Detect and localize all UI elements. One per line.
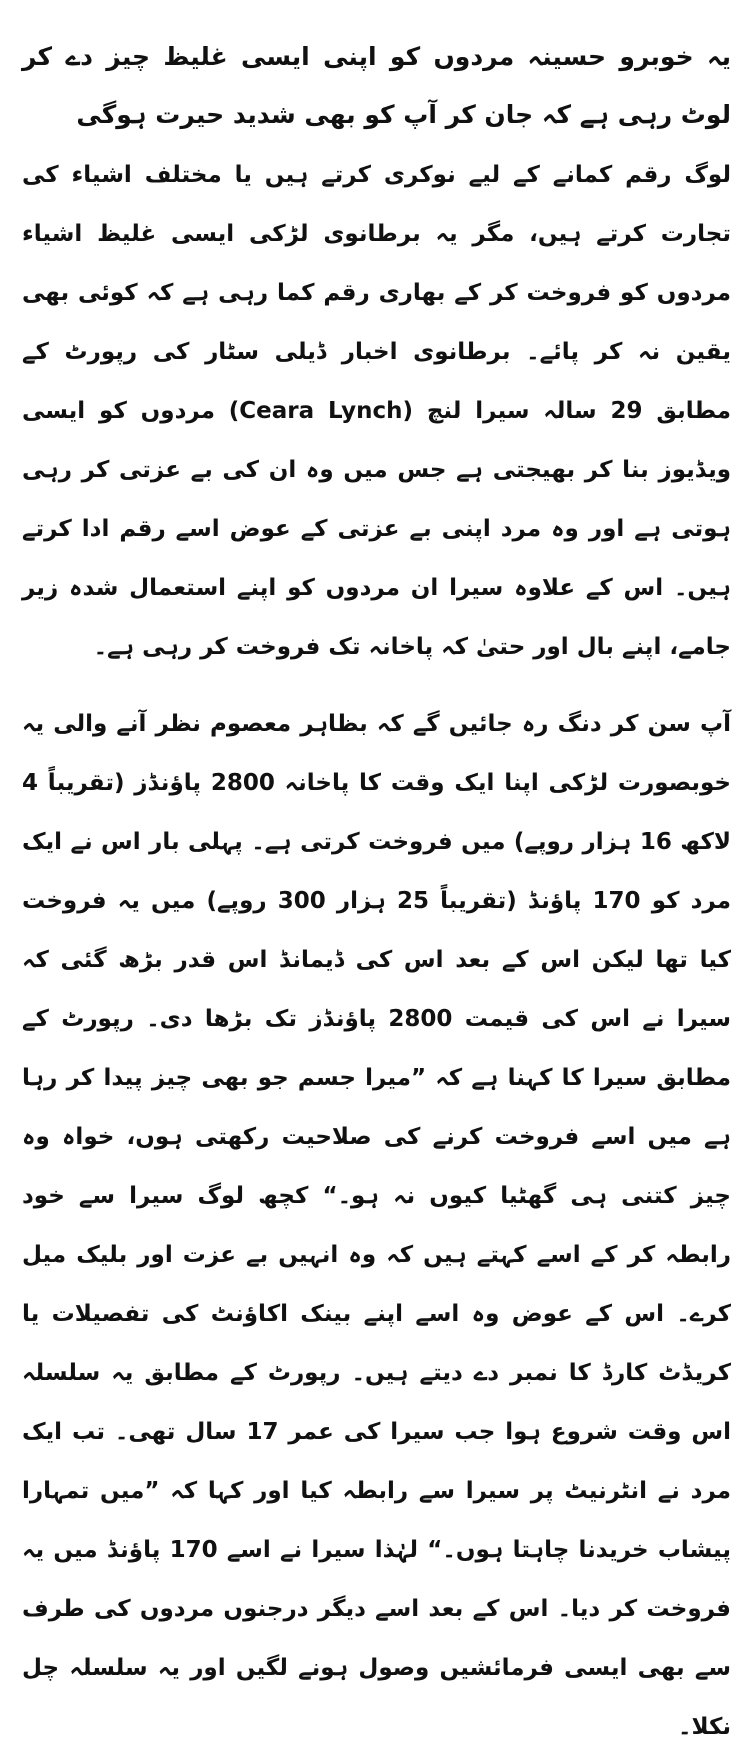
article-paragraph-1: لوگ رقم کمانے کے لیے نوکری کرتے ہیں یا مختلف اشیاء کی تجارت کرتے ہیں، مگر یہ برطانوی لڑکی ایسی غلیظ اشیاء مردوں کو فروخت کر کے بھاری رقم کما رہی ہے کہ کوئی بھی یقین نہ کر پائے۔ برطانوی اخبار ڈیلی سٹار کی رپورٹ کے مطابق 29 سالہ سیرا لنچ (Ceara Lynch) مردوں کو ایسی ویڈیوز بنا کر بھیجتی ہے جس میں وہ ان کی بے عزتی کر رہی ہوتی ہے اور وہ مرد اپنی بے عزتی کے عوض اسے رقم ادا کرتے ہیں۔ اس کے علاوہ سیرا ان مردوں کو اپنے استعمال شدہ زیر جامے، اپنے بال اور حتیٰ کہ پاخانہ تک فروخت کر رہی ہے۔ [22,162,731,660]
article-headline: یہ خوبرو حسینہ مردوں کو اپنی ایسی غلیظ چیز دے کر لوٹ رہی ہے کہ جان کر آپ کو بھی شدید حیرت ہوگی [22,42,731,129]
article-paragraph-2: آپ سن کر دنگ رہ جائیں گے کہ بظاہر معصوم نظر آنے والی یہ خوبصورت لڑکی اپنا ایک وقت کا پاخانہ 2800 پاؤنڈز (تقریباً 4 لاکھ 16 ہزار روپے) میں فروخت کرتی ہے۔ پہلی بار اس نے ایک مرد کو 170 پاؤنڈ (تقریباً 25 ہزار 300 روپے) میں یہ فروخت کیا تھا لیکن اس کے بعد اس کی ڈیمانڈ اس قدر بڑھ گئی کہ سیرا نے اس کی قیمت 2800 پاؤنڈز تک بڑھا دی۔ رپورٹ کے مطابق سیرا کا کہنا ہے کہ ”میرا جسم جو بھی چیز پیدا کر رہا ہے میں اسے فروخت کرنے کی صلاحیت رکھتی ہوں، خواہ وہ چیز کتنی ہی گھٹیا کیوں نہ ہو۔“ کچھ لوگ سیرا سے خود رابطہ کر کے اسے کہتے ہیں کہ وہ انہیں بے عزت اور بلیک میل کرے۔ اس کے عوض وہ اسے اپنے بینک اکاؤنٹ کی تفصیلات یا کریڈٹ کارڈ کا نمبر دے دیتے ہیں۔ رپورٹ کے مطابق یہ سلسلہ اس وقت شروع ہوا جب سیرا کی عمر 17 سال تھی۔ تب ایک مرد نے انٹرنیٹ پر سیرا سے رابطہ کیا اور کہا کہ ”میں تمہارا پیشاب خریدنا چاہتا ہوں۔“ لہٰذا سیرا نے اسے 170 پاؤنڈ میں یہ فروخت کر دیا۔ اس کے بعد اسے دیگر درجنوں مردوں کی طرف سے بھی ایسی فرمائشیں وصول ہونے لگیں اور یہ سلسلہ چل نکلا۔ [22,711,731,1740]
